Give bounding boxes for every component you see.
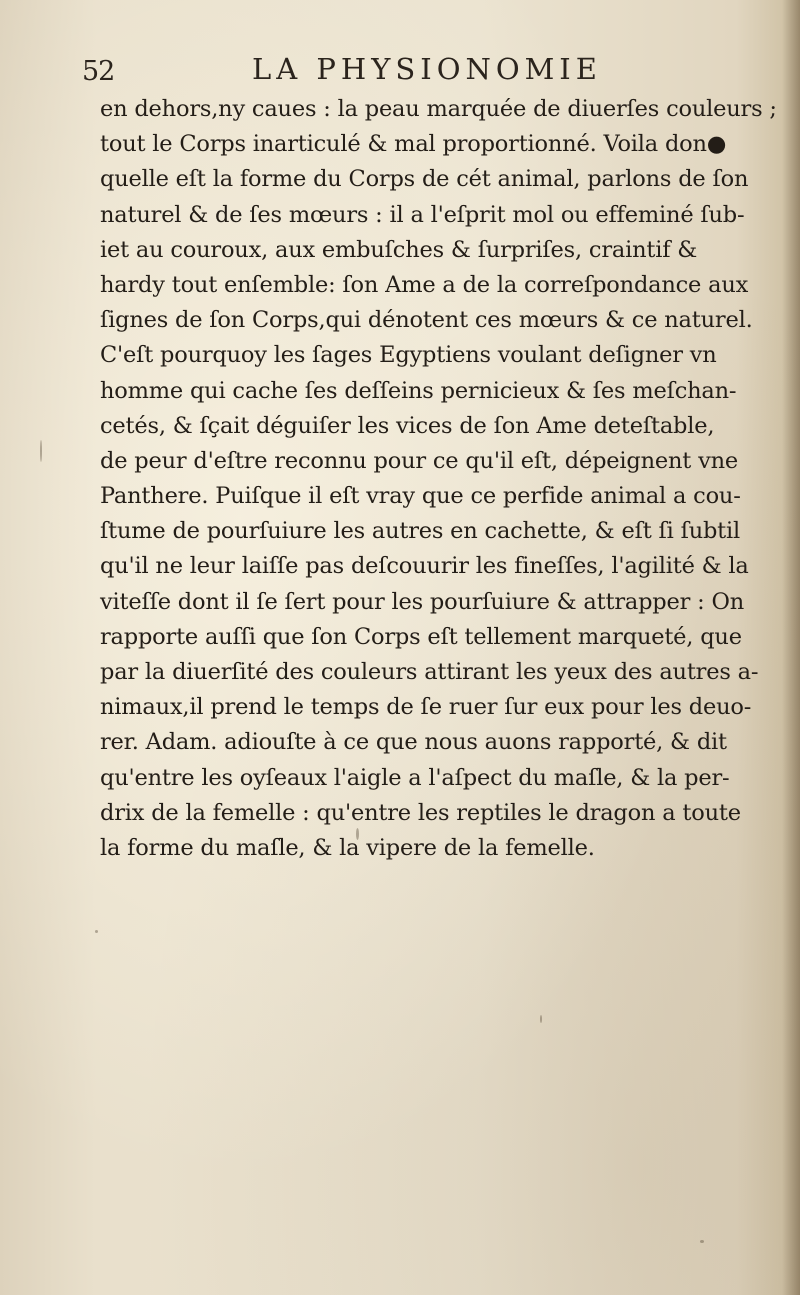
- text-line: la forme du maſle, & la vipere de la femelle.: [100, 834, 595, 861]
- text-line: par la diuerſité des couleurs attirant les yeux des autres a-: [100, 659, 759, 685]
- text-line: de peur d'eſtre reconnu pour ce qu'il eſt, dépeignent vne: [100, 447, 739, 474]
- text-line: tout le Corps inarticulé & mal proportionné. Voila don●: [100, 131, 727, 158]
- paper-speck: [356, 828, 359, 840]
- text-line: hardy tout enſemble: ſon Ame a de la correſpondance aux: [100, 271, 749, 298]
- paper-speck: [700, 1240, 704, 1243]
- paper-speck: [40, 440, 42, 462]
- text-line: ſtume de pourſuiure les autres en cachette, & eſt ſi ſubtil: [100, 518, 741, 545]
- page-header: [82, 52, 782, 92]
- text-line: naturel & de ſes mœurs : il a l'eſprit mol ou effeminé ſub-: [100, 201, 745, 228]
- text-line: cetés, & ſçait déguiſer les vices de ſon Ame deteſtable,: [100, 412, 715, 439]
- text-line: C'eſt pourquoy les ſages Egyptiens voulant deſigner vn: [100, 342, 717, 369]
- body-text: [100, 92, 790, 866]
- page-number: 52: [82, 56, 115, 87]
- text-line: homme qui cache ſes deſſeins pernicieux & ſes meſchan-: [100, 377, 737, 404]
- text-line: Panthere. Puiſque il eſt vray que ce perfide animal a cou-: [100, 483, 741, 510]
- text-line: iet au couroux, aux embuſches & ſurpriſes, craintif &: [100, 236, 698, 263]
- text-line: qu'il ne leur laiſſe pas deſcouurir les fineſſes, l'agilité & la: [100, 553, 749, 580]
- text-line: nimaux,il prend le temps de ſe ruer ſur eux pour les deuo-: [100, 694, 752, 721]
- text-line: drix de la femelle : qu'entre les reptiles le dragon a toute: [100, 799, 741, 826]
- running-title: LA PHYSIONOMIE: [252, 52, 602, 86]
- paper-speck: [95, 930, 98, 933]
- text-line: viteſſe dont il ſe ſert pour les pourſuiure & attrapper : On: [100, 588, 744, 615]
- paper-speck: [540, 1015, 542, 1023]
- text-line: rapporte auſſi que ſon Corps eſt tellement marqueté, que: [100, 623, 742, 650]
- text-line: ſignes de ſon Corps,qui dénotent ces mœurs & ce naturel.: [100, 307, 753, 334]
- text-line: en dehors,ny caues : la peau marquée de diuerſes couleurs ;: [100, 96, 777, 122]
- text-line: qu'entre les oyſeaux l'aigle a l'aſpect du maſle, & la per-: [100, 764, 730, 791]
- text-line: quelle eſt la forme du Corps de cét animal, parlons de ſon: [100, 166, 749, 193]
- text-line: rer. Adam. adiouſte à ce que nous auons rapporté, & dit: [100, 729, 727, 756]
